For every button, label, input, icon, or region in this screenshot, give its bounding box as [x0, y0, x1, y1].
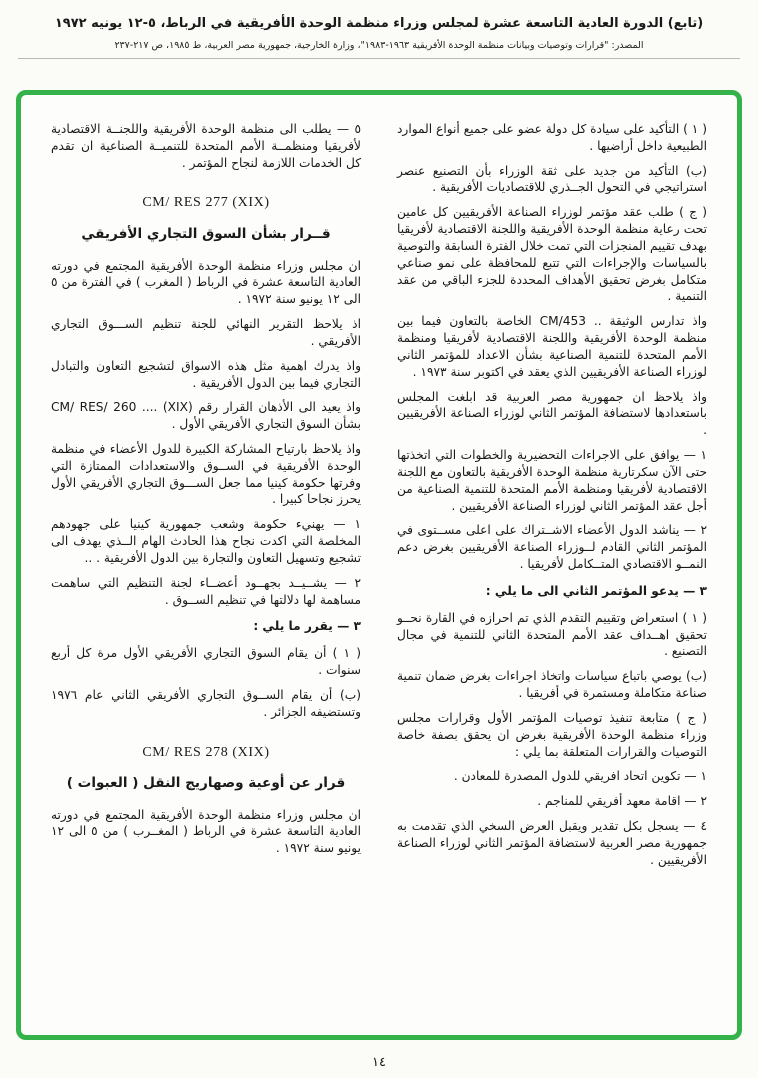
paragraph: واذ تدارس الوثيقة .. CM/453 الخاصة بالتعاون فيما بين منظمة الوحدة الأفريقية واللجنة الاقتصادية لأفريقيا ومنظمة الأمم المتحدة للتنمية الصناعية بشأن الاعداد للمؤتمر الثاني لوزراء الصناعة الأفريقيين الذي يعقد في اكتوبر سنة ١٩٧٣ . — [397, 314, 707, 379]
paragraph: ٢ — يناشد الدول الأعضاء الاشــتراك على اعلى مســتوى في المؤتمر الثاني القادم لــوزراء الصناعة الأفريقيين بغرض دعم النمــو الاقتصادي المتــكامل لأفريقيا . — [397, 523, 707, 572]
page-footer — [0, 1051, 758, 1070]
text-column-left — [51, 121, 361, 1017]
paragraph: ٤ — يسجل بكل تقدير ويقبل العرض السخي الذي تقدمت به جمهورية مصر العربية لاستضافة المؤتمر الثاني لوزراء الصناعة الأفريقيين . — [397, 818, 707, 867]
paragraph: واذ يلاحظ بارتياح المشاركة الكبيرة للدول الأعضاء في منظمة الوحدة الأفريقية في الســوق والاستعدادات الممتازة التي وفرتها حكومة كينيا مما جعل الســـوق التجاري الأفريقي الأول يحرز نجاحا كبيرا . — [51, 442, 361, 507]
resolution-code: CM/ RES 278 (XIX) — [142, 744, 270, 760]
paragraph: (ب) أن يقام الســوق التجاري الأفريقي الثاني عام ١٩٧٦ وتستضيفه الجزائر . — [51, 687, 361, 719]
paragraph: (ب) التأكيد من جديد على ثقة الوزراء بأن التصنيع عنصر استراتيجي في التحول الجــذري للاقتصاديات الأفريقية . — [397, 163, 707, 195]
paragraph: واذ يلاحظ ان جمهورية مصر العربية قد ابلغت المجلس باستعدادها لاستضافة المؤتمر الثاني لوزراء الصناعة الأفريقيين . — [397, 389, 707, 438]
paragraph: واذ يدرك اهمية مثل هذه الاسواق لتشجيع التعاون والتبادل التجاري فيما بين الدول الأفريقية . — [51, 358, 361, 390]
resolution-code: CM/ RES 277 (XIX) — [142, 195, 270, 211]
paragraph: ان مجلس وزراء منظمة الوحدة الأفريقية المجتمع في دورته العادية التاسعة عشرة في الرباط ( المغــرب ) من ٥ الى ١٢ يونيو سنة ١٩٧٢ . — [51, 807, 361, 856]
paragraph: واذ يعيد الى الأذهان القرار رقم CM/ RES/ 260 .... (XIX) بشأن السوق التجاري الأفريقي الأول . — [51, 400, 361, 432]
paragraph: ٢ — اقامة معهد أفريقي للمناجم . — [537, 794, 707, 809]
paragraph: ( ١ ) استعراض وتقييم التقدم الذي تم احرازه في القارة نحــو تحقيق اهــداف عقد الأمم المتحدة الثاني للتنمية في مجال التصنيع . — [397, 610, 708, 659]
paragraph: اذ يلاحظ التقرير النهائي للجنة تنظيم الســـوق التجاري الأفريقي . — [51, 317, 361, 348]
green-border-frame — [16, 90, 742, 1040]
paragraph: ١ — تكوين اتحاد افريقي للدول المصدرة للمعادن . — [453, 769, 707, 784]
resolution-title: قــرار بشأن السوق التجاري الأفريقي — [81, 225, 331, 242]
paragraph: ( ١ ) أن يقام السوق التجاري الأفريقي الأول مرة كل أربع سنوات . — [51, 646, 361, 678]
paragraph: ( ١ ) التأكيد على سيادة كل دولة عضو على جميع أنواع الموارد الطبيعية داخل أراضيها . — [397, 122, 707, 153]
page-header — [0, 0, 758, 59]
paragraph: ٥ — يطلب الى منظمة الوحدة الأفريقية واللجنــة الاقتصادية لأفريقيا ومنظمــة الأمم المتحدة للتنميــة الصناعية ان تقدم كل الخدمات اللازمة لنجاح المؤتمر . — [51, 122, 361, 170]
two-column-text — [51, 121, 707, 1017]
paragraph: ٢ — يشــيــد بجهــود أعضــاء لجنة التنظيم التي ساهمت مساهمة لها دلالتها في تنظيم الســوق . — [51, 575, 361, 607]
paragraph: ١ — يهنيء حكومة وشعب جمهورية كينيا على جهودهم المخلصة التي اكدت نجاح هذا الحادث الهام الــذي يهدف الى تشجيع وتسهيل التعاون والتجارة بين الدول الأفريقية . .. — [51, 517, 361, 565]
page-number: ١٤ — [372, 1055, 386, 1070]
session-title: (تابع) الدورة العادية التاسعة عشرة لمجلس وزراء منظمة الوحدة الأفريقية في الرباط، ٥-١٢ يونيه ١٩٧٢ — [54, 16, 704, 31]
header-divider — [18, 58, 740, 59]
paragraph: ( ج ) طلب عقد مؤتمر لوزراء الصناعة الأفريقيين كل عامين تحت رعاية منظمة الوحدة الأفريقية واللجنة الاقتصادية لأفريقيا بهدف تقييم المنجزات التي تمت خلال الفترة السابقة والتوصية بالسياسات والإجراءات التي تتبع للمحافظة على نمو صناعي متكامل بغرض تحقيق الأهداف المحددة للجزء الباقي من عقد التنمية . — [397, 205, 707, 304]
clause-heading: ٣ — يدعو المؤتمر الثاني الى ما يلي : — [485, 583, 707, 598]
paragraph: (ب) يوصي باتباع سياسات واتخاذ اجراءات بغرض ضمان تنمية صناعة متكاملة ومستمرة في أفريقيا . — [397, 669, 707, 701]
clause-heading: ٣ — يقرر ما يلي : — [253, 619, 361, 634]
source-citation: المصدر: "قرارات وتوصيات وبيانات منظمة الوحدة الأفريقية ١٩٦٣-١٩٨٣"، وزارة الخارجية، جمهورية مصر العربية، ط ١٩٨٥، ص ٢١٧-٢٣٧ — [114, 40, 644, 51]
paragraph: ١ — يوافق على الاجراءات التحضيرية والخطوات التي اتخذتها حتى الآن سكرتارية منظمة الوحدة الأفريقية بالتعاون مع اللجنة الاقتصادية لأفريقيا ومنظمة الأمم المتحدة للتنمية الصناعية من أجل عقد المؤتمر الثاني لوزراء الصناعة الأفريقيين . — [397, 448, 707, 513]
resolution-title: قرار عن أوعية وصهاريج النقل ( العبوات ) — [66, 774, 346, 791]
paragraph: ان مجلس وزراء منظمة الوحدة الأفريقية المجتمع في دورته العادية التاسعة عشرة في الرباط ( المغرب ) في الفترة من ٥ الى ١٢ يونيو سنة ١٩٧٢ . — [51, 258, 361, 307]
text-column-right — [397, 121, 707, 1017]
paragraph: ( ج ) متابعة تنفيذ توصيات المؤتمر الأول وقرارات مجلس وزراء منظمة الوحدة الأفريقية بغرض ان يحقق بصفة خاصة التوصيات والقرارات المتعلقة بما يلي : — [397, 710, 707, 759]
